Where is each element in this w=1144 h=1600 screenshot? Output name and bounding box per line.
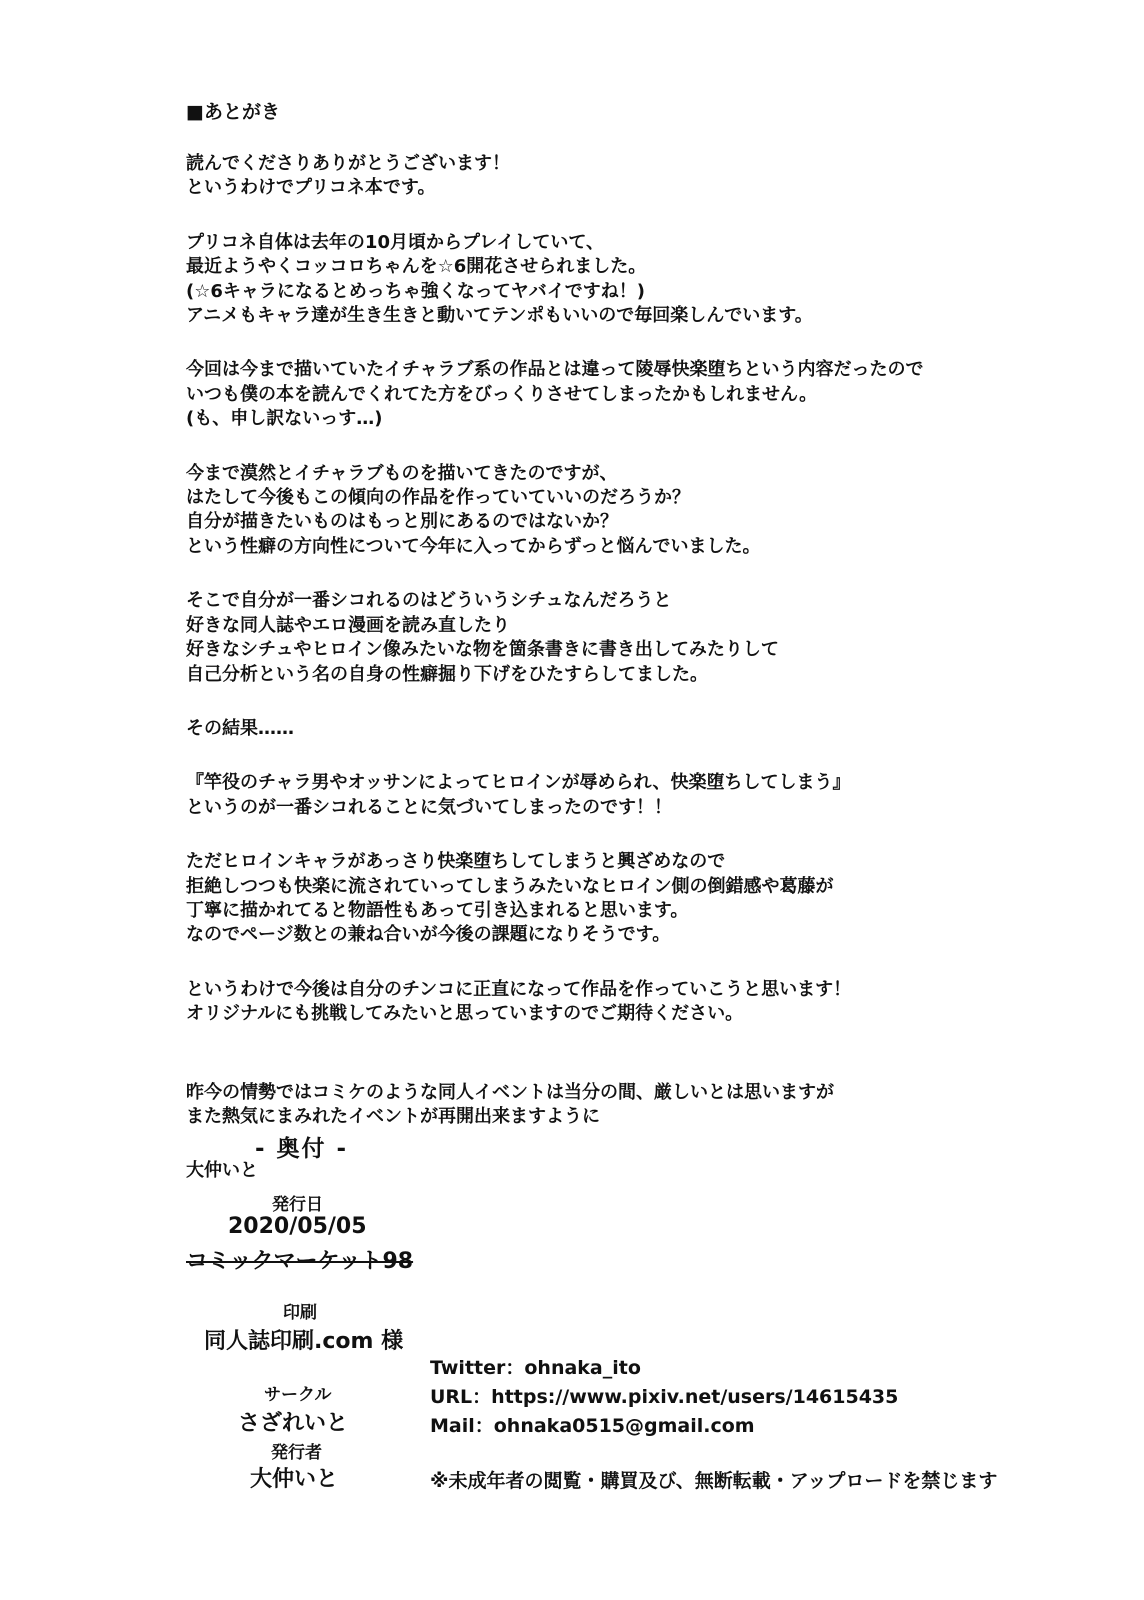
afterword-line: 自分が描きたいものはもっと別にあるのではないか？ xyxy=(186,511,618,533)
afterword-line: 『竿役のチャラ男やオッサンによってヒロインが辱められ、快楽堕ちしてしまう』 xyxy=(186,772,851,794)
afterword-line: そこで自分が一番シコれるのはどういうシチュなんだろうと xyxy=(186,590,672,612)
afterword-line: (☆6キャラになるとめっちゃ強くなってヤバイですね！) xyxy=(186,280,645,302)
afterword-line: 読んでくださりありがとうございます！ xyxy=(186,153,510,174)
afterword-paragraph xyxy=(186,152,1086,201)
printer-label: 印刷 xyxy=(283,1303,317,1323)
afterword-line: 今まで漠然とイチャラブものを描いてきたのですが、 xyxy=(186,462,618,484)
afterword-line: ただヒロインキャラがあっさり快楽堕ちしてしまうと興ざめなので xyxy=(186,851,726,873)
afterword-line: というわけで今後は自分のチンコに正直になって作品を作っていこうと思います！ xyxy=(186,978,852,1000)
issue-date-label: 発行日 xyxy=(272,1195,323,1215)
afterword-line: (も、申し訳ないっす…) xyxy=(186,408,383,430)
afterword-paragraph xyxy=(186,1159,1086,1183)
afterword-paragraph xyxy=(186,771,1086,820)
afterword-paragraph xyxy=(186,358,1086,431)
afterword-line: プリコネ自体は去年の10月頃からプレイしていて、 xyxy=(186,231,604,253)
afterword-line: という性癖の方向性について今年に入ってからずっと悩んでいました。 xyxy=(186,535,761,557)
afterword-line: また熱気にまみれたイベントが再開出来ますように xyxy=(186,1105,600,1127)
afterword-line: 好きな同人誌やエロ漫画を読み直したり xyxy=(186,614,510,636)
afterword-line: 昨今の情勢ではコミケのような同人イベントは当分の間、厳しいとは思いますが xyxy=(186,1081,834,1103)
twitter-handle: Twitter：ohnaka_ito xyxy=(430,1357,641,1379)
afterword-heading: ■あとがき xyxy=(186,101,280,123)
printer-name: 同人誌印刷.com 様 xyxy=(204,1329,404,1354)
afterword-line: 好きなシチュやヒロイン像みたいな物を箇条書きに書き出してみたりして xyxy=(186,639,779,661)
circle-name: さざれいと xyxy=(238,1411,349,1436)
afterword-line: オリジナルにも挑戦してみたいと思っていますのでご期待ください。 xyxy=(186,1003,744,1025)
issue-date: 2020/05/05 xyxy=(228,1214,367,1239)
afterword-paragraph xyxy=(186,231,1086,329)
afterword-paragraph xyxy=(186,462,1086,560)
afterword-paragraph xyxy=(186,978,1086,1027)
pixiv-url: URL：https://www.pixiv.net/users/14615435 xyxy=(430,1386,899,1408)
afterword-line: その結果…… xyxy=(186,717,294,739)
afterword xyxy=(186,100,1086,1184)
afterword-paragraph xyxy=(186,850,1086,948)
colophon-title: - 奥付 - xyxy=(255,1136,349,1162)
afterword-line: 拒絶しつつも快楽に流されていってしまうみたいなヒロイン側の倒錯感や葛藤が xyxy=(186,875,834,897)
afterword-line: なのでページ数との兼ね合いが今後の課題になりそうです。 xyxy=(186,924,671,946)
afterword-body xyxy=(186,152,1086,1184)
publisher-name: 大仲いと xyxy=(250,1467,339,1492)
circle-label: サークル xyxy=(264,1385,332,1405)
afterword-line: というわけでプリコネ本です。 xyxy=(186,177,436,199)
afterword-paragraph xyxy=(186,589,1086,687)
afterword-paragraph xyxy=(186,1081,1086,1130)
email-address: Mail：ohnaka0515@gmail.com xyxy=(430,1415,755,1437)
event-name: コミックマーケット98 xyxy=(186,1249,414,1274)
afterword-line: 今回は今まで描いていたイチャラブ系の作品とは違って陵辱快楽堕ちという内容だったので xyxy=(186,359,924,381)
afterword-line: 最近ようやくコッコロちゃんを☆6開花させられました。 xyxy=(186,256,647,278)
afterword-line: アニメもキャラ達が生き生きと動いてテンポもいいので毎回楽しんでいます。 xyxy=(186,305,813,327)
legal-notice: ※未成年者の閲覧・購買及び、無断転載・アップロードを禁じます xyxy=(430,1470,998,1492)
afterword-line: いつも僕の本を読んでくれてた方をびっくりさせてしまったかもしれません。 xyxy=(186,383,818,405)
afterword-line: 大仲いと xyxy=(186,1160,258,1182)
afterword-paragraph xyxy=(186,717,1086,741)
publisher-label: 発行者 xyxy=(271,1443,322,1463)
afterword-line: というのが一番シコれることに気づいてしまったのです！！ xyxy=(186,796,672,818)
afterword-line: 丁寧に描かれてると物語性もあって引き込まれると思います。 xyxy=(186,899,689,921)
afterword-line: はたして今後もこの傾向の作品を作っていていいのだろうか？ xyxy=(186,487,690,509)
afterword-line: 自己分析という名の自身の性癖掘り下げをひたすらしてました。 xyxy=(186,663,708,685)
